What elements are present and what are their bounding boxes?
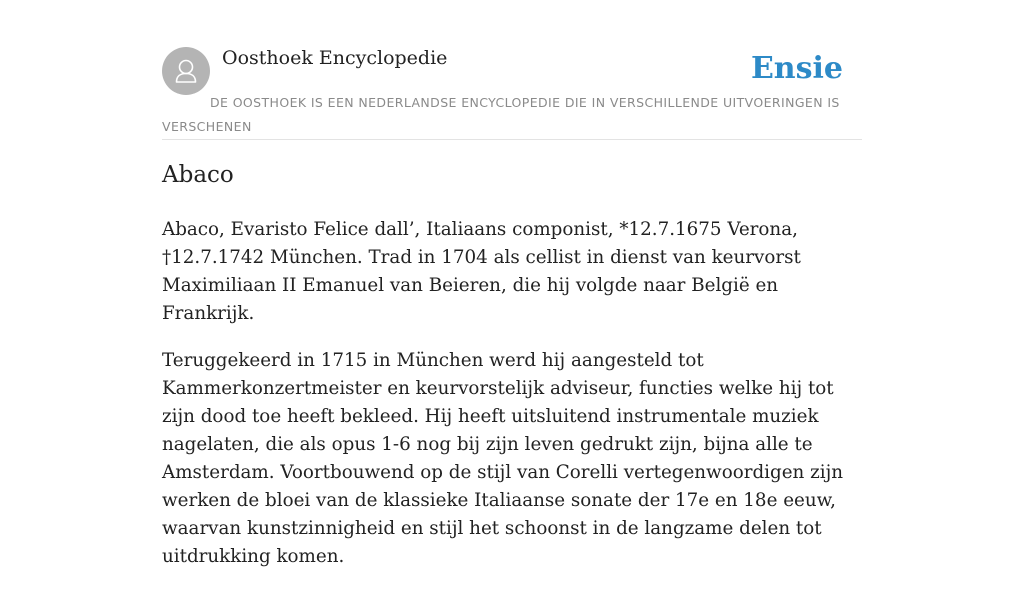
article-paragraph: Teruggekeerd in 1715 in München werd hij aangesteld tot Kammerkonzertmeister en keurvorstelijk adviseur, functies welke hij tot zijn dood toe heeft bekleed. Hij heeft uitsluitend instrumentale muziek nagelaten, die als opus 1-6 nog bij zijn leven gedrukt zijn, bijna alle te Amsterdam. Voortbouwend op de stijl van Corelli vertegenwoordigen zijn werken de bloei van de klassieke Italiaanse sonate der 17e en 18e eeuw, waarvan kunstzinnigheid en stijl het schoonst in de langzame delen tot uitdrukking komen. [162, 350, 844, 567]
header [162, 45, 862, 140]
article-title: Abaco [162, 162, 234, 188]
user-silhouette-icon [162, 47, 210, 95]
brand-logo[interactable]: Ensie [750, 51, 843, 86]
site-name[interactable]: Oosthoek Encyclopedie [222, 47, 448, 69]
avatar[interactable] [162, 47, 210, 95]
article-paragraph: Abaco, Evaristo Felice dall’, Italiaans componist, *12.7.1675 Verona, †12.7.1742 München. Trad in 1704 als cellist in dienst van keurvorst Maximiliaan II Emanuel van Beieren, die hij volgde naar België en Frankrijk. [162, 219, 801, 324]
article-body [162, 216, 862, 590]
tagline: DE OOSTHOEK IS EEN NEDERLANDSE ENCYCLOPEDIE DIE IN VERSCHILLENDE UITVOERINGEN IS VERSCHENEN [162, 95, 840, 134]
